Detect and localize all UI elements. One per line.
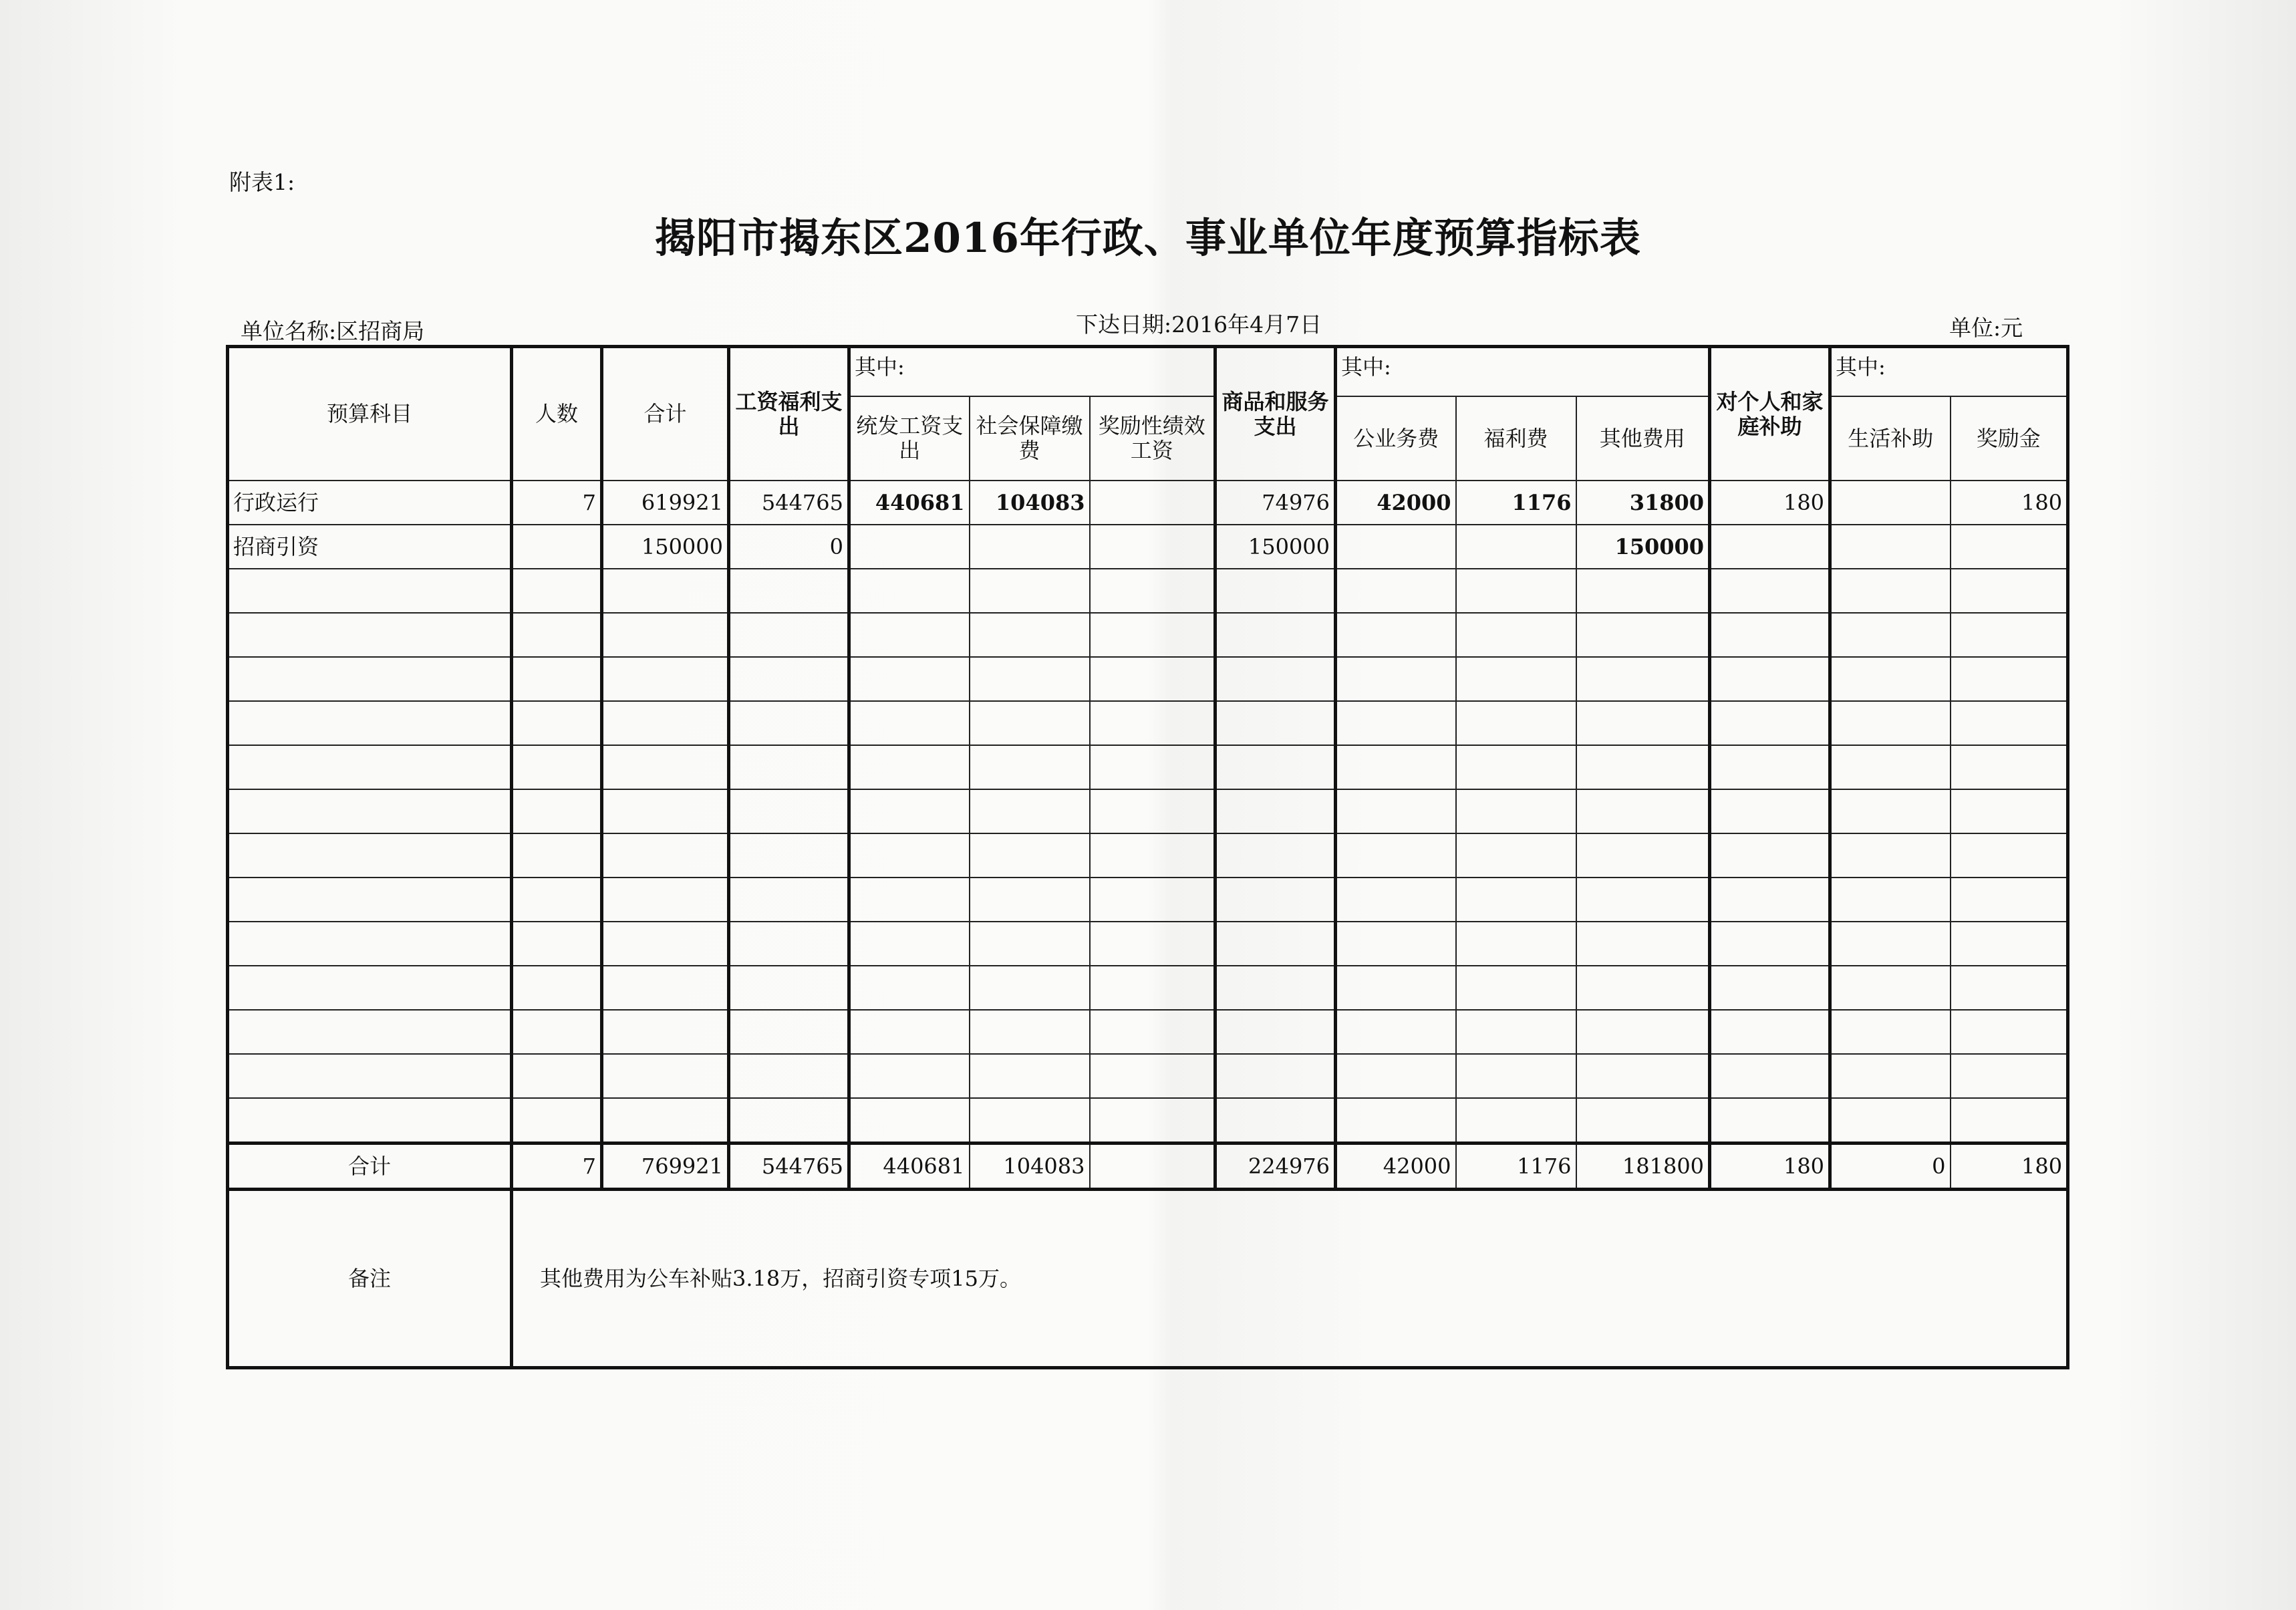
cell-living-subsidy (1830, 789, 1951, 833)
cell-other-expenses (1576, 657, 1710, 701)
cell-subject (228, 657, 512, 701)
cell-headcount (512, 657, 602, 701)
cell-living-subsidy (1830, 1010, 1951, 1054)
cell-living-subsidy (1830, 525, 1951, 569)
cell-total (602, 1054, 729, 1098)
cell-official-business (1336, 613, 1456, 657)
cell-other-expenses (1576, 789, 1710, 833)
cell-official-business (1336, 1010, 1456, 1054)
cell-total (602, 745, 729, 789)
cell-subject (228, 613, 512, 657)
cell-official-business (1336, 878, 1456, 922)
cell-performance-pay (1090, 1098, 1215, 1144)
cell-official-business (1336, 966, 1456, 1010)
cell-personal-family (1710, 833, 1830, 878)
cell-total (602, 922, 729, 966)
cell-goods-services (1215, 613, 1336, 657)
cell-unified-salary (849, 878, 970, 922)
cell-goods-services (1215, 657, 1336, 701)
cell-subject (228, 1054, 512, 1098)
cell-living-subsidy (1830, 613, 1951, 657)
totals-label: 合计 (228, 1144, 512, 1190)
cell-goods-services (1215, 1054, 1336, 1098)
cell-total (602, 789, 729, 833)
totals-living-subsidy: 0 (1830, 1144, 1951, 1190)
cell-goods-services (1215, 745, 1336, 789)
col-salary-welfare: 工资福利支出 (729, 347, 849, 481)
cell-unified-salary (849, 1054, 970, 1098)
cell-personal-family (1710, 922, 1830, 966)
col-personal-of-which: 其中: (1830, 347, 2068, 397)
cell-official-business (1336, 922, 1456, 966)
cell-total (602, 833, 729, 878)
empty-row (228, 878, 2068, 922)
cell-total (602, 569, 729, 613)
cell-goods-services (1215, 1010, 1336, 1054)
cell-living-subsidy (1830, 745, 1951, 789)
col-living-subsidy: 生活补助 (1830, 396, 1951, 481)
col-total: 合计 (602, 347, 729, 481)
cell-welfare (1456, 1010, 1576, 1054)
totals-personal-family: 180 (1710, 1144, 1830, 1190)
cell-performance-pay (1090, 569, 1215, 613)
cell-welfare (1456, 613, 1576, 657)
cell-official-business (1336, 833, 1456, 878)
cell-personal-family (1710, 613, 1830, 657)
cell-social-security (970, 701, 1090, 745)
totals-total: 769921 (602, 1144, 729, 1190)
totals-performance-pay (1090, 1144, 1215, 1190)
empty-row (228, 701, 2068, 745)
table-row (228, 481, 2068, 525)
cell-performance-pay (1090, 657, 1215, 701)
cell-social-security (970, 1098, 1090, 1144)
cell-official-business (1336, 789, 1456, 833)
cell-total (602, 878, 729, 922)
empty-row (228, 613, 2068, 657)
cell-salary-welfare (729, 657, 849, 701)
cell-subject: 行政运行 (228, 481, 512, 525)
cell-total: 619921 (602, 481, 729, 525)
header-row-1 (228, 347, 2068, 397)
cell-unified-salary (849, 613, 970, 657)
col-welfare: 福利费 (1456, 396, 1576, 481)
cell-personal-family (1710, 701, 1830, 745)
col-social-security: 社会保障缴费 (970, 396, 1090, 481)
cell-bonus (1951, 701, 2068, 745)
cell-personal-family (1710, 657, 1830, 701)
cell-bonus (1951, 922, 2068, 966)
cell-headcount (512, 789, 602, 833)
totals-row (228, 1144, 2068, 1190)
currency-unit: 单位:元 (1949, 315, 2023, 341)
cell-salary-welfare (729, 701, 849, 745)
cell-welfare (1456, 1098, 1576, 1144)
cell-subject (228, 922, 512, 966)
cell-bonus (1951, 613, 2068, 657)
cell-living-subsidy (1830, 569, 1951, 613)
cell-bonus (1951, 1054, 2068, 1098)
cell-bonus (1951, 966, 2068, 1010)
cell-personal-family (1710, 878, 1830, 922)
cell-unified-salary (849, 657, 970, 701)
cell-other-expenses (1576, 1054, 1710, 1098)
totals-unified-salary: 440681 (849, 1144, 970, 1190)
cell-other-expenses (1576, 745, 1710, 789)
cell-goods-services: 150000 (1215, 525, 1336, 569)
cell-bonus (1951, 833, 2068, 878)
cell-performance-pay (1090, 833, 1215, 878)
cell-official-business (1336, 701, 1456, 745)
cell-social-security (970, 613, 1090, 657)
cell-bonus (1951, 789, 2068, 833)
cell-bonus (1951, 569, 2068, 613)
cell-living-subsidy (1830, 1098, 1951, 1144)
cell-total (602, 966, 729, 1010)
cell-unified-salary (849, 922, 970, 966)
cell-subject (228, 701, 512, 745)
cell-welfare (1456, 569, 1576, 613)
cell-headcount (512, 701, 602, 745)
cell-goods-services (1215, 922, 1336, 966)
cell-social-security (970, 569, 1090, 613)
cell-official-business (1336, 657, 1456, 701)
cell-goods-services (1215, 966, 1336, 1010)
cell-subject (228, 745, 512, 789)
cell-total (602, 1098, 729, 1144)
cell-salary-welfare (729, 789, 849, 833)
cell-official-business (1336, 1054, 1456, 1098)
cell-welfare (1456, 966, 1576, 1010)
col-performance-pay: 奖励性绩效工资 (1090, 396, 1215, 481)
cell-social-security (970, 657, 1090, 701)
cell-salary-welfare (729, 922, 849, 966)
cell-subject (228, 833, 512, 878)
cell-performance-pay (1090, 1054, 1215, 1098)
cell-unified-salary (849, 569, 970, 613)
cell-social-security (970, 966, 1090, 1010)
cell-salary-welfare (729, 1010, 849, 1054)
totals-social-security: 104083 (970, 1144, 1090, 1190)
cell-unified-salary: 440681 (849, 481, 970, 525)
cell-bonus (1951, 657, 2068, 701)
totals-welfare: 1176 (1456, 1144, 1576, 1190)
cell-unified-salary (849, 701, 970, 745)
cell-living-subsidy (1830, 833, 1951, 878)
cell-welfare (1456, 1054, 1576, 1098)
cell-unified-salary (849, 833, 970, 878)
cell-salary-welfare (729, 1098, 849, 1144)
cell-unified-salary (849, 525, 970, 569)
cell-salary-welfare: 544765 (729, 481, 849, 525)
cell-performance-pay (1090, 789, 1215, 833)
empty-row (228, 569, 2068, 613)
cell-performance-pay (1090, 966, 1215, 1010)
empty-row (228, 789, 2068, 833)
cell-welfare (1456, 701, 1576, 745)
unit-name: 单位名称:区招商局 (241, 318, 425, 344)
empty-row (228, 922, 2068, 966)
cell-total (602, 657, 729, 701)
empty-row (228, 745, 2068, 789)
col-unified-salary: 统发工资支出 (849, 396, 970, 481)
totals-other-expenses: 181800 (1576, 1144, 1710, 1190)
col-salary-of-which: 其中: (849, 347, 1215, 397)
cell-subject (228, 1010, 512, 1054)
cell-performance-pay (1090, 701, 1215, 745)
cell-headcount (512, 745, 602, 789)
cell-goods-services (1215, 701, 1336, 745)
cell-subject: 招商引资 (228, 525, 512, 569)
document-title: 揭阳市揭东区2016年行政、事业单位年度预算指标表 (655, 215, 1641, 262)
cell-personal-family (1710, 1010, 1830, 1054)
cell-subject (228, 569, 512, 613)
issue-date: 下达日期:2016年4月7日 (1076, 311, 1322, 338)
cell-headcount (512, 966, 602, 1010)
cell-official-business: 42000 (1336, 481, 1456, 525)
cell-goods-services (1215, 1098, 1336, 1144)
cell-performance-pay (1090, 481, 1215, 525)
cell-welfare (1456, 878, 1576, 922)
cell-welfare: 1176 (1456, 481, 1576, 525)
cell-salary-welfare (729, 878, 849, 922)
remarks-row (228, 1190, 2068, 1368)
cell-headcount (512, 1054, 602, 1098)
cell-other-expenses (1576, 833, 1710, 878)
empty-row (228, 966, 2068, 1010)
cell-bonus (1951, 1098, 2068, 1144)
cell-headcount (512, 1010, 602, 1054)
totals-official-business: 42000 (1336, 1144, 1456, 1190)
cell-performance-pay (1090, 878, 1215, 922)
cell-goods-services (1215, 569, 1336, 613)
cell-headcount: 7 (512, 481, 602, 525)
cell-bonus: 180 (1951, 481, 2068, 525)
empty-row (228, 1010, 2068, 1054)
cell-goods-services (1215, 878, 1336, 922)
col-goods-of-which: 其中: (1336, 347, 1710, 397)
cell-other-expenses (1576, 1010, 1710, 1054)
cell-living-subsidy (1830, 657, 1951, 701)
cell-welfare (1456, 745, 1576, 789)
cell-personal-family (1710, 966, 1830, 1010)
cell-bonus (1951, 525, 2068, 569)
totals-headcount: 7 (512, 1144, 602, 1190)
cell-headcount (512, 1098, 602, 1144)
totals-goods-services: 224976 (1215, 1144, 1336, 1190)
cell-other-expenses (1576, 569, 1710, 613)
cell-living-subsidy (1830, 1054, 1951, 1098)
cell-bonus (1951, 745, 2068, 789)
cell-social-security (970, 1010, 1090, 1054)
cell-salary-welfare: 0 (729, 525, 849, 569)
cell-other-expenses (1576, 701, 1710, 745)
cell-welfare (1456, 922, 1576, 966)
cell-goods-services: 74976 (1215, 481, 1336, 525)
cell-headcount (512, 878, 602, 922)
cell-personal-family (1710, 789, 1830, 833)
cell-personal-family (1710, 525, 1830, 569)
cell-living-subsidy (1830, 701, 1951, 745)
cell-bonus (1951, 878, 2068, 922)
cell-total (602, 1010, 729, 1054)
cell-salary-welfare (729, 1054, 849, 1098)
cell-unified-salary (849, 1098, 970, 1144)
cell-unified-salary (849, 745, 970, 789)
cell-personal-family: 180 (1710, 481, 1830, 525)
cell-total (602, 701, 729, 745)
cell-personal-family (1710, 569, 1830, 613)
col-personal-family: 对个人和家庭补助 (1710, 347, 1830, 481)
cell-total: 150000 (602, 525, 729, 569)
cell-social-security: 104083 (970, 481, 1090, 525)
attachment-label: 附表1: (229, 169, 295, 195)
remarks-text: 其他费用为公车补贴3.18万，招商引资专项15万。 (512, 1190, 2068, 1368)
cell-other-expenses (1576, 878, 1710, 922)
cell-social-security (970, 878, 1090, 922)
col-bonus: 奖励金 (1951, 396, 2068, 481)
col-headcount: 人数 (512, 347, 602, 481)
empty-row (228, 1098, 2068, 1144)
cell-bonus (1951, 1010, 2068, 1054)
cell-headcount (512, 922, 602, 966)
cell-other-expenses (1576, 922, 1710, 966)
cell-welfare (1456, 789, 1576, 833)
cell-personal-family (1710, 1054, 1830, 1098)
cell-performance-pay (1090, 1010, 1215, 1054)
cell-performance-pay (1090, 922, 1215, 966)
cell-goods-services (1215, 833, 1336, 878)
cell-other-expenses: 150000 (1576, 525, 1710, 569)
table-row (228, 525, 2068, 569)
cell-official-business (1336, 745, 1456, 789)
cell-social-security (970, 833, 1090, 878)
empty-row (228, 657, 2068, 701)
cell-social-security (970, 789, 1090, 833)
cell-headcount (512, 569, 602, 613)
col-subject: 预算科目 (228, 347, 512, 481)
cell-other-expenses (1576, 1098, 1710, 1144)
cell-unified-salary (849, 1010, 970, 1054)
cell-headcount (512, 833, 602, 878)
cell-unified-salary (849, 789, 970, 833)
cell-official-business (1336, 569, 1456, 613)
cell-salary-welfare (729, 745, 849, 789)
cell-social-security (970, 745, 1090, 789)
cell-salary-welfare (729, 613, 849, 657)
cell-welfare (1456, 657, 1576, 701)
totals-bonus: 180 (1951, 1144, 2068, 1190)
col-goods-services: 商品和服务支出 (1215, 347, 1336, 481)
col-official-business: 公业务费 (1336, 396, 1456, 481)
cell-performance-pay (1090, 613, 1215, 657)
cell-personal-family (1710, 1098, 1830, 1144)
cell-social-security (970, 922, 1090, 966)
cell-official-business (1336, 525, 1456, 569)
cell-personal-family (1710, 745, 1830, 789)
cell-other-expenses: 31800 (1576, 481, 1710, 525)
cell-other-expenses (1576, 966, 1710, 1010)
cell-goods-services (1215, 789, 1336, 833)
cell-living-subsidy (1830, 966, 1951, 1010)
cell-headcount (512, 525, 602, 569)
cell-living-subsidy (1830, 878, 1951, 922)
cell-official-business (1336, 1098, 1456, 1144)
cell-subject (228, 789, 512, 833)
cell-salary-welfare (729, 966, 849, 1010)
cell-total (602, 613, 729, 657)
cell-welfare (1456, 833, 1576, 878)
cell-other-expenses (1576, 613, 1710, 657)
empty-row (228, 833, 2068, 878)
cell-social-security (970, 1054, 1090, 1098)
col-other-expenses: 其他费用 (1576, 396, 1710, 481)
budget-table (226, 345, 2069, 1369)
cell-unified-salary (849, 966, 970, 1010)
cell-welfare (1456, 525, 1576, 569)
empty-row (228, 1054, 2068, 1098)
cell-subject (228, 1098, 512, 1144)
cell-living-subsidy (1830, 481, 1951, 525)
remarks-label: 备注 (228, 1190, 512, 1368)
totals-salary-welfare: 544765 (729, 1144, 849, 1190)
cell-headcount (512, 613, 602, 657)
cell-salary-welfare (729, 569, 849, 613)
cell-subject (228, 966, 512, 1010)
cell-living-subsidy (1830, 922, 1951, 966)
cell-performance-pay (1090, 745, 1215, 789)
cell-social-security (970, 525, 1090, 569)
cell-performance-pay (1090, 525, 1215, 569)
cell-salary-welfare (729, 833, 849, 878)
cell-subject (228, 878, 512, 922)
